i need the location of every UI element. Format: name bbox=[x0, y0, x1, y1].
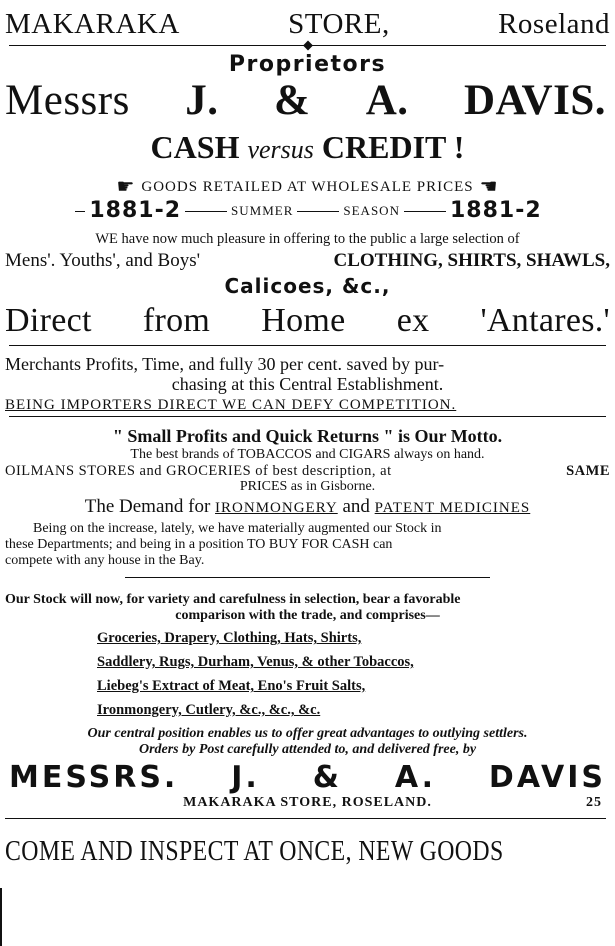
messrs-a: A. bbox=[365, 77, 409, 124]
direct-word-1: Direct bbox=[5, 302, 92, 339]
come-and-inspect-line: COME AND INSPECT AT ONCE, NEW GOODS bbox=[5, 835, 504, 867]
store-title-left: MAKARAKA bbox=[5, 8, 180, 40]
versus-word: versus bbox=[247, 135, 314, 164]
cash-versus-credit bbox=[5, 128, 610, 169]
direct-word-3: Home bbox=[261, 302, 346, 339]
increase-line-1: Being on the increase, lately, we have materially augmented our Stock in bbox=[33, 521, 442, 536]
season-rule bbox=[404, 211, 446, 212]
goods-retailed-text: GOODS RETAILED AT WHOLESALE PRICES bbox=[141, 179, 474, 195]
goods-list-item: Ironmongery, Cutlery, &c., &c., &c. bbox=[97, 702, 321, 718]
cash-word: CASH bbox=[150, 129, 240, 165]
central-position-line: Our central position enables us to offer great advantages to outlying settlers. bbox=[87, 726, 528, 741]
increase-line-3: compete with any house in the Bay. bbox=[5, 553, 205, 568]
goods-list bbox=[5, 626, 610, 722]
messrs-j: J. bbox=[185, 77, 219, 124]
messrs-davis-heading bbox=[5, 78, 610, 124]
motto-line: " Small Profits and Quick Returns " is Our Motto. bbox=[112, 426, 503, 446]
oilmans-line bbox=[5, 463, 610, 479]
demand-ironmongery: IRONMONGERY bbox=[215, 500, 338, 516]
increase-rule bbox=[125, 577, 490, 578]
bottom-store-line bbox=[5, 794, 610, 812]
signature-amp: & bbox=[312, 760, 342, 795]
direct-from-home-line bbox=[5, 301, 610, 341]
signature-j: J. bbox=[231, 760, 260, 795]
increase-line-2: these Departments; and being in a position TO BUY FOR CASH can bbox=[5, 537, 393, 552]
season-rule bbox=[297, 211, 339, 212]
merchants-line-2: chasing at this Central Establishment. bbox=[171, 374, 444, 394]
signature-a: A. bbox=[394, 760, 436, 795]
demand-text-a: The Demand for bbox=[84, 496, 211, 517]
pointing-hand-left-icon: ☚ bbox=[479, 176, 499, 198]
importers-rule bbox=[9, 416, 606, 417]
direct-word-5: 'Antares.' bbox=[480, 302, 610, 339]
signature-messrs: MESSRS. bbox=[9, 760, 179, 795]
rule-diamond-ornament bbox=[303, 41, 313, 51]
clothing-line-a: Mens'. Youths', and Boys' bbox=[5, 250, 201, 271]
calicoes-line: Calicoes, &c., bbox=[224, 274, 391, 298]
demand-line bbox=[5, 496, 610, 519]
title-rule bbox=[9, 45, 606, 46]
messrs-davis-signature bbox=[5, 762, 610, 794]
store-title bbox=[5, 8, 610, 40]
goods-list-item: Liebeg's Extract of Meat, Eno's Fruit Salts, bbox=[97, 678, 366, 694]
store-title-mid: STORE, bbox=[288, 8, 390, 40]
ad-number: 25 bbox=[586, 795, 602, 810]
direct-word-2: from bbox=[142, 302, 211, 339]
importers-text: BEING IMPORTERS DIRECT WE CAN DEFY COMPETITION. bbox=[5, 397, 457, 413]
demand-text-c: and bbox=[342, 496, 370, 517]
goods-retailed-line bbox=[5, 177, 610, 197]
pleasure-line: WE have now much pleasure in offering to the public a large selection of bbox=[95, 231, 520, 247]
season-year-right: 1881-2 bbox=[449, 198, 542, 223]
merchants-line-1: Merchants Profits, Time, and fully 30 per cent. saved by pur- bbox=[5, 354, 445, 374]
orders-by-post-line: Orders by Post carefully attended to, and delivered free, by bbox=[138, 742, 477, 757]
signature-davis: DAVIS bbox=[488, 760, 606, 795]
store-title-right: Roseland bbox=[498, 8, 610, 40]
clothing-line-b: CLOTHING, SHIRTS, SHAWLS, bbox=[333, 250, 610, 271]
bottom-store-text: MAKARAKA STORE, ROSELAND. bbox=[183, 795, 432, 810]
importers-line bbox=[5, 396, 610, 414]
oilmans-same: SAME bbox=[566, 463, 610, 479]
season-year-left: 1881-2 bbox=[89, 198, 182, 223]
increase-paragraph bbox=[5, 521, 610, 569]
pointing-hand-right-icon: ☛ bbox=[116, 176, 136, 198]
stock-line-1: Our Stock will now, for variety and carefulness in selection, bear a favorable bbox=[5, 592, 461, 607]
credit-word: CREDIT ! bbox=[321, 129, 465, 165]
proprietors-heading: Proprietors bbox=[228, 52, 387, 77]
messrs-word: Messrs bbox=[5, 77, 130, 124]
season-banner bbox=[5, 197, 610, 225]
direct-word-4: ex bbox=[396, 302, 430, 339]
bottom-rule bbox=[5, 818, 606, 819]
clothing-line bbox=[5, 249, 610, 273]
direct-rule bbox=[9, 345, 606, 346]
demand-patent-medicines: PATENT MEDICINES bbox=[374, 500, 531, 516]
oilmans-text: OILMANS STORES and GROCERIES of best description, at bbox=[5, 463, 392, 479]
goods-list-item: Groceries, Drapery, Clothing, Hats, Shirts, bbox=[97, 630, 362, 646]
season-rule bbox=[185, 211, 227, 212]
brands-line: The best brands of TOBACCOS and CIGARS always on hand. bbox=[130, 447, 485, 462]
season-summer: SUMMER bbox=[231, 203, 294, 218]
left-border bbox=[0, 888, 2, 946]
season-rule bbox=[75, 211, 85, 212]
stock-line-2: comparison with the trade, and comprises— bbox=[175, 608, 440, 623]
messrs-davis: DAVIS. bbox=[463, 77, 606, 124]
season-season: SEASON bbox=[343, 203, 400, 218]
goods-list-item: Saddlery, Rugs, Durham, Venus, & other Tobaccos, bbox=[97, 654, 414, 670]
prices-line: PRICES as in Gisborne. bbox=[239, 479, 376, 494]
messrs-amp: & bbox=[273, 77, 311, 124]
